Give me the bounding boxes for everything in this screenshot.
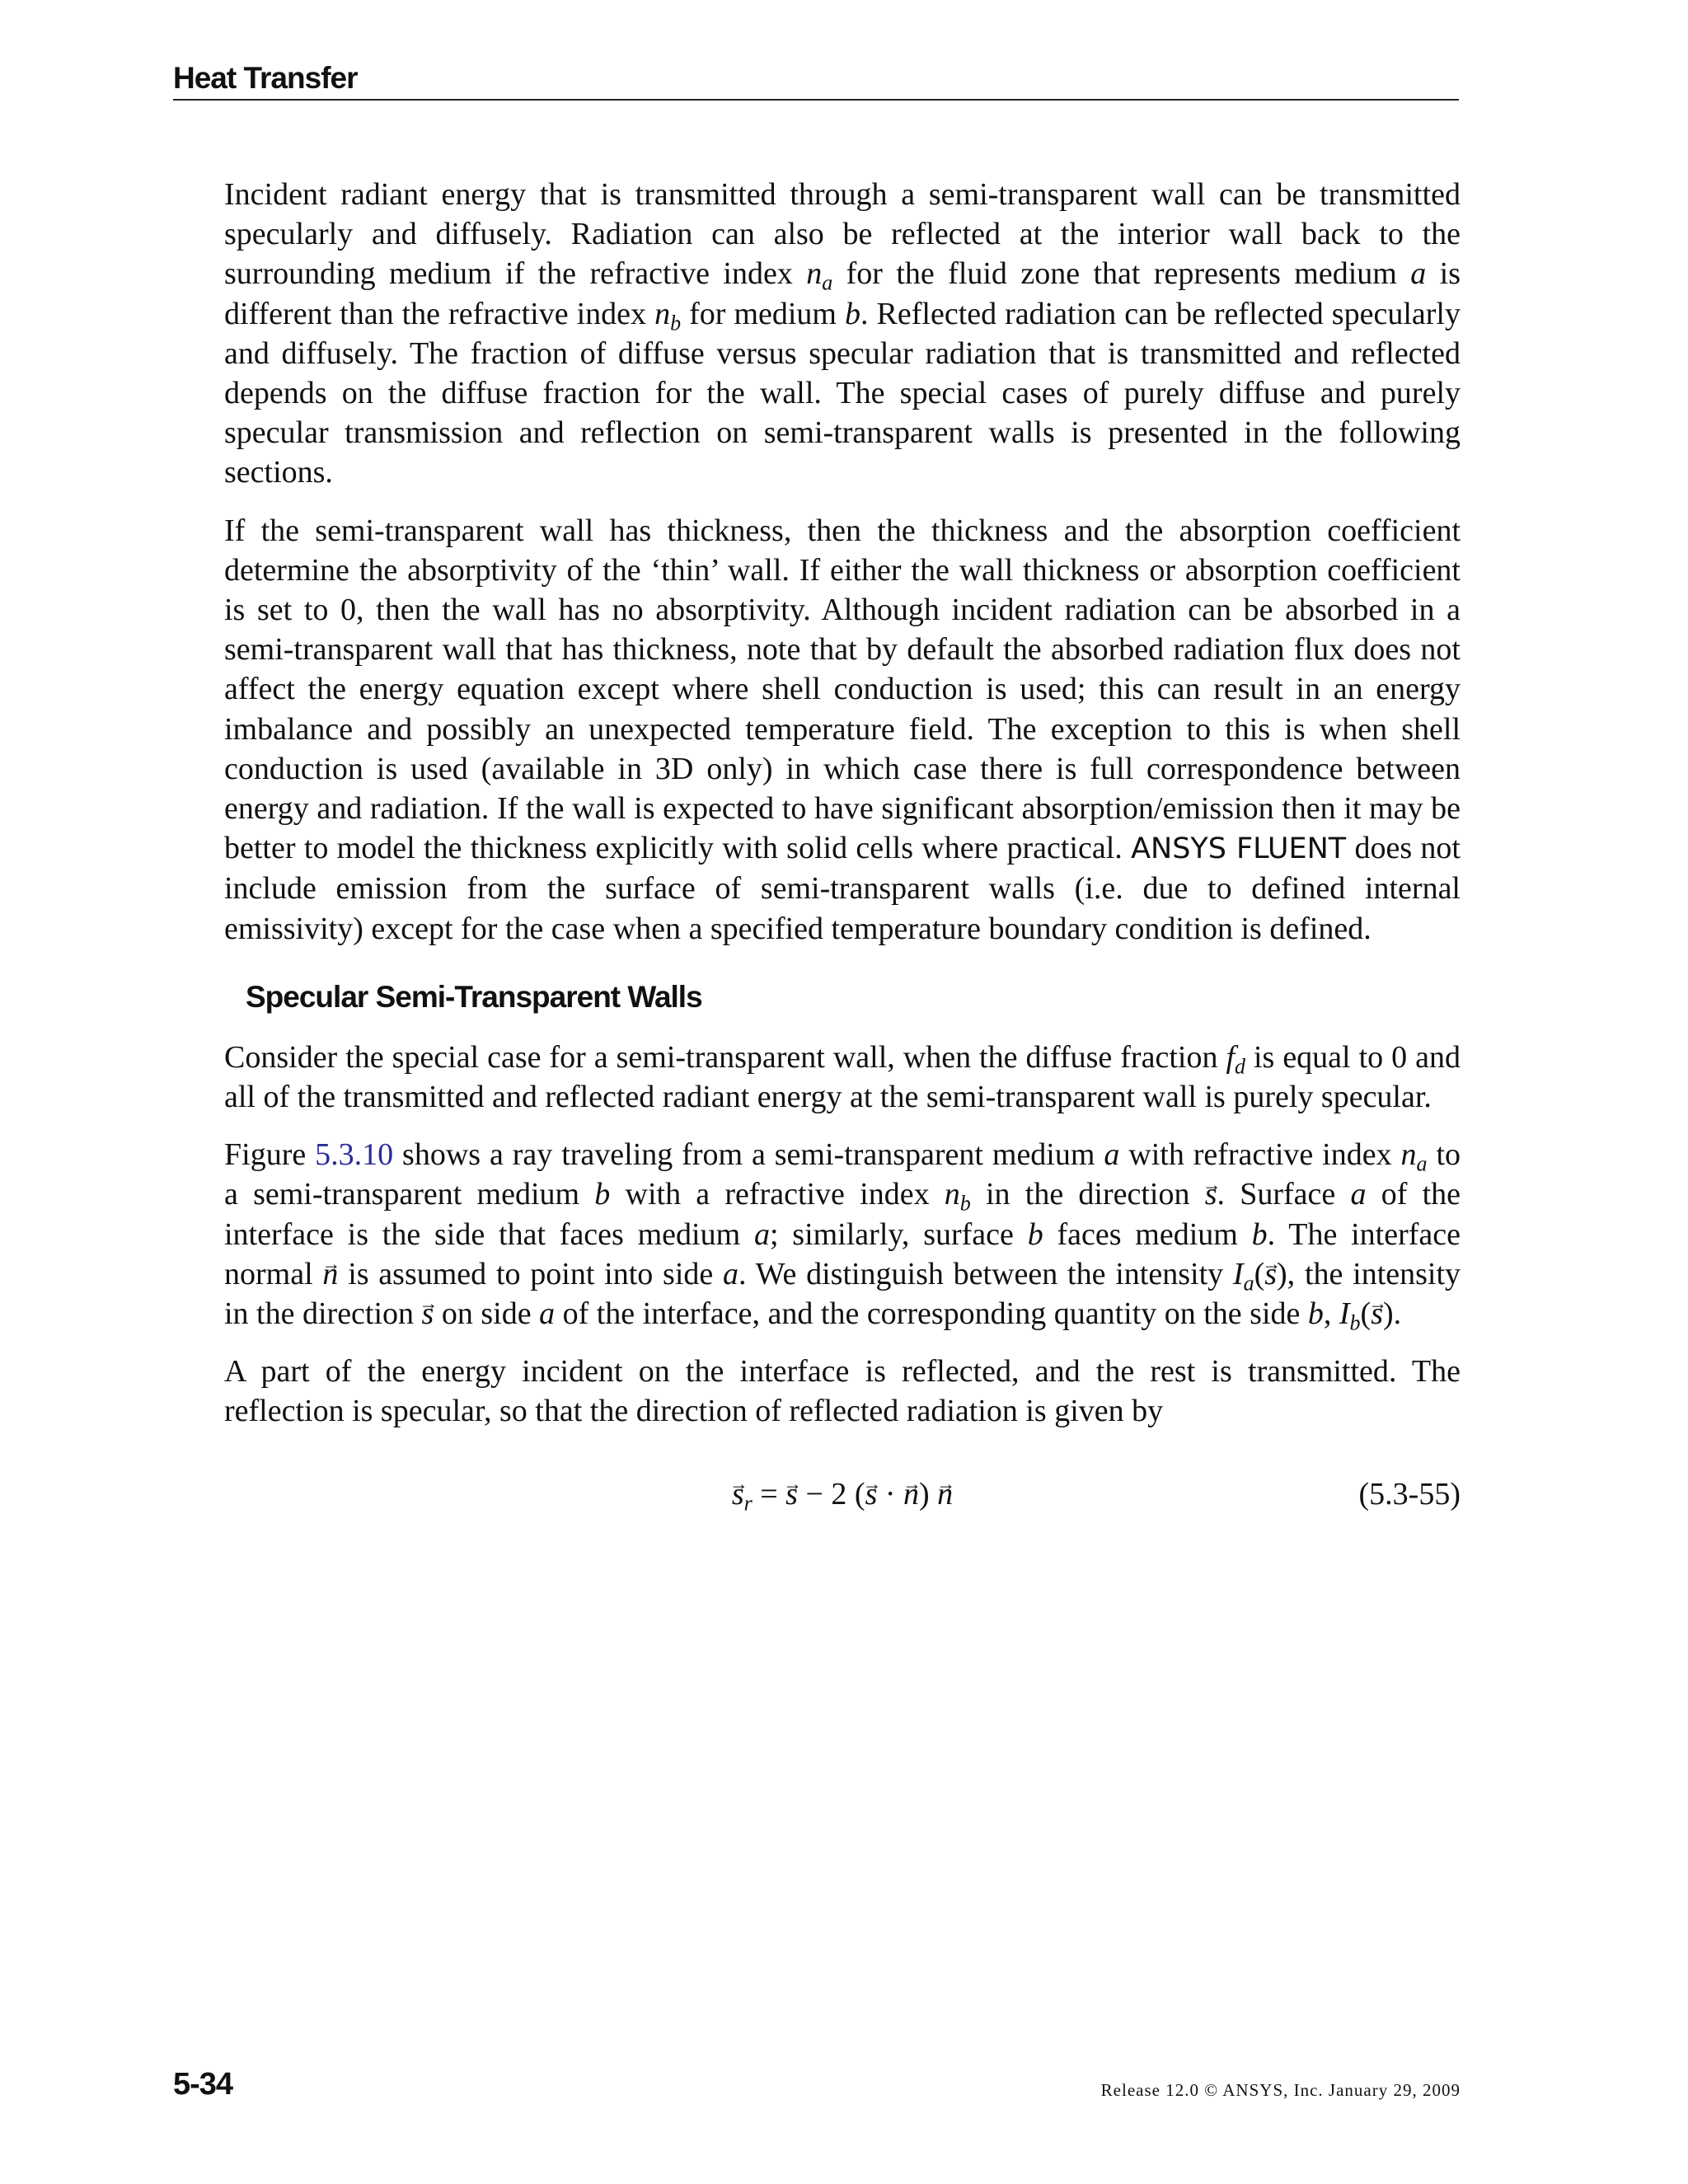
math-b: b <box>1307 1296 1324 1332</box>
text-run: to a semi-transparent medium <box>224 1137 1461 1212</box>
math-vector-s: → s <box>1205 1174 1217 1214</box>
math-n-b: $n_b$ <box>944 1177 971 1216</box>
math-a: a <box>539 1296 556 1332</box>
text-run: ). <box>1383 1296 1402 1332</box>
equation-operator: = <box>752 1476 786 1511</box>
text-run: ( <box>1360 1296 1372 1332</box>
page-number: 5-34 <box>173 2067 233 2102</box>
text-run: ; similarly, surface <box>769 1216 1028 1252</box>
paragraph-transmission <box>224 175 1461 493</box>
equation-5-3-55 <box>224 1469 1461 1519</box>
math-vector-n: → n <box>903 1469 919 1519</box>
section-heading: Specular Semi-Transparent Walls <box>246 979 702 1014</box>
text-run: of the interface, and the corresponding quantity on the side <box>555 1296 1308 1332</box>
math-a: a <box>1410 256 1427 292</box>
math-a: a <box>1350 1177 1367 1212</box>
release-footer: Release 12.0 © ANSYS, Inc. January 29, 2009 <box>1100 2080 1461 2100</box>
math-I-b: $I_b$ <box>1339 1296 1361 1335</box>
text-run: is assumed to point into side <box>338 1256 724 1291</box>
math-I-a: $I_a$ <box>1232 1256 1254 1296</box>
equation-operator: · <box>877 1476 904 1511</box>
math-vector-s: → s <box>865 1469 878 1519</box>
math-a: a <box>1104 1137 1120 1173</box>
equation-body <box>224 1469 1461 1519</box>
math-b: b <box>594 1177 611 1212</box>
math-b: b <box>1251 1216 1268 1252</box>
figure-reference-link[interactable]: 5.3.10 <box>315 1137 394 1173</box>
text-run: Figure <box>224 1137 316 1173</box>
math-vector-n: → n <box>322 1254 338 1294</box>
math-b: b <box>1027 1216 1043 1252</box>
equation-number: (5.3-55) <box>1358 1476 1461 1511</box>
text-run: shows a ray traveling from a semi-transparent medium <box>393 1137 1104 1173</box>
running-header-title: Heat Transfer <box>173 61 1459 101</box>
text-run: is different than the refractive index <box>224 256 1461 331</box>
text-run: is equal to 0 and all of the transmitted and reflected radiant energy at the semi-transparent wall is purely specular. <box>224 1039 1461 1115</box>
math-vector-s: → s <box>1371 1294 1383 1333</box>
text-run: , <box>1323 1296 1339 1332</box>
text-run: . Surface <box>1217 1177 1351 1212</box>
math-vector-n: → n <box>937 1469 953 1519</box>
paragraph-thickness <box>224 511 1461 949</box>
text-run: . Reflected radiation can be reflected specularly and diffusely. The fraction of diffuse versus specular radiation that is transmitted and reflected depends on the diffuse fraction for the wall. The special cases of purely diffuse and purely specular transmission and reflection on semi-transparent walls is presented in the following sections. <box>224 296 1461 490</box>
math-a: a <box>723 1256 739 1291</box>
text-run: ( <box>1254 1256 1265 1291</box>
math-f-d: $f_d$ <box>1226 1039 1245 1079</box>
text-run: . The interface normal <box>224 1216 1461 1291</box>
text-run: of the interface is the side that faces medium <box>224 1177 1461 1252</box>
equation-operator: ) <box>919 1476 938 1511</box>
text-run: ), the intensity in the direction <box>224 1256 1461 1332</box>
text-run: . We distinguish between the intensity <box>738 1256 1233 1291</box>
product-name: ANSYS FLUENT <box>1131 832 1347 866</box>
math-n-a: $n_a$ <box>1400 1137 1428 1176</box>
math-subscript-r: r <box>743 1490 753 1515</box>
math-b: b <box>845 296 861 331</box>
math-vector-s: → s <box>1264 1254 1277 1294</box>
text-run: on side <box>434 1296 540 1332</box>
text-run: with refractive index <box>1119 1137 1401 1173</box>
math-vector-s: → s <box>785 1469 798 1519</box>
math-vector-s: → s <box>422 1294 434 1333</box>
equation-operator: − 2 ( <box>797 1476 865 1511</box>
math-n-a: $n_a$ <box>806 256 833 295</box>
math-vector-s-r: → s <box>732 1469 744 1519</box>
text-run: does not include emission from the surface of semi-transparent walls (i.e. due to defined internal emissivity) except for the case when a specified temperature boundary condition is defined. <box>224 831 1461 946</box>
paragraph-figure-description <box>224 1135 1461 1333</box>
paragraph-reflection: A part of the energy incident on the interface is reflected, and the rest is transmitted. The reflection is specular, so that the direction of reflected radiation is given by <box>224 1354 1461 1429</box>
math-n-b: $n_b$ <box>654 296 682 335</box>
text-run: with a refractive index <box>610 1177 945 1212</box>
page-body <box>224 175 1461 1519</box>
text-run: for medium <box>681 296 846 331</box>
text-run: faces medium <box>1043 1216 1252 1252</box>
paragraph-specular-case <box>224 1038 1461 1117</box>
text-run: If the semi-transparent wall has thickness, then the thickness and the absorption coefficient determine the absorptivity of the ‘thin’ wall. If either the wall thickness or absorption coefficient is set to 0, then the wall has no absorptivity. Although incident radiation can be absorbed in a semi-transparent wall that has thickness, note that by default the absorbed radiation flux does not affect the energy equation except where shell conduction is used; this can result in an energy imbalance and possibly an unexpected temperature field. The exception to this is when shell conduction is used (available in 3D only) in which case there is full correspondence between energy and radiation. If the wall is expected to have significant absorption/emission then it may be better to model the thickness explicitly with solid cells where practical. <box>224 513 1461 866</box>
text-run: Consider the special case for a semi-transparent wall, when the diffuse fraction <box>224 1039 1226 1075</box>
text-run: for the fluid zone that represents medium <box>832 256 1411 292</box>
text-run: Incident radiant energy that is transmitted through a semi-transparent wall can be transmitted specularly and diffusely. Radiation can also be reflected at the interior wall back to the surrounding medium if the refractive index <box>224 177 1461 292</box>
math-a: a <box>753 1216 770 1252</box>
text-run: in the direction <box>970 1177 1205 1212</box>
